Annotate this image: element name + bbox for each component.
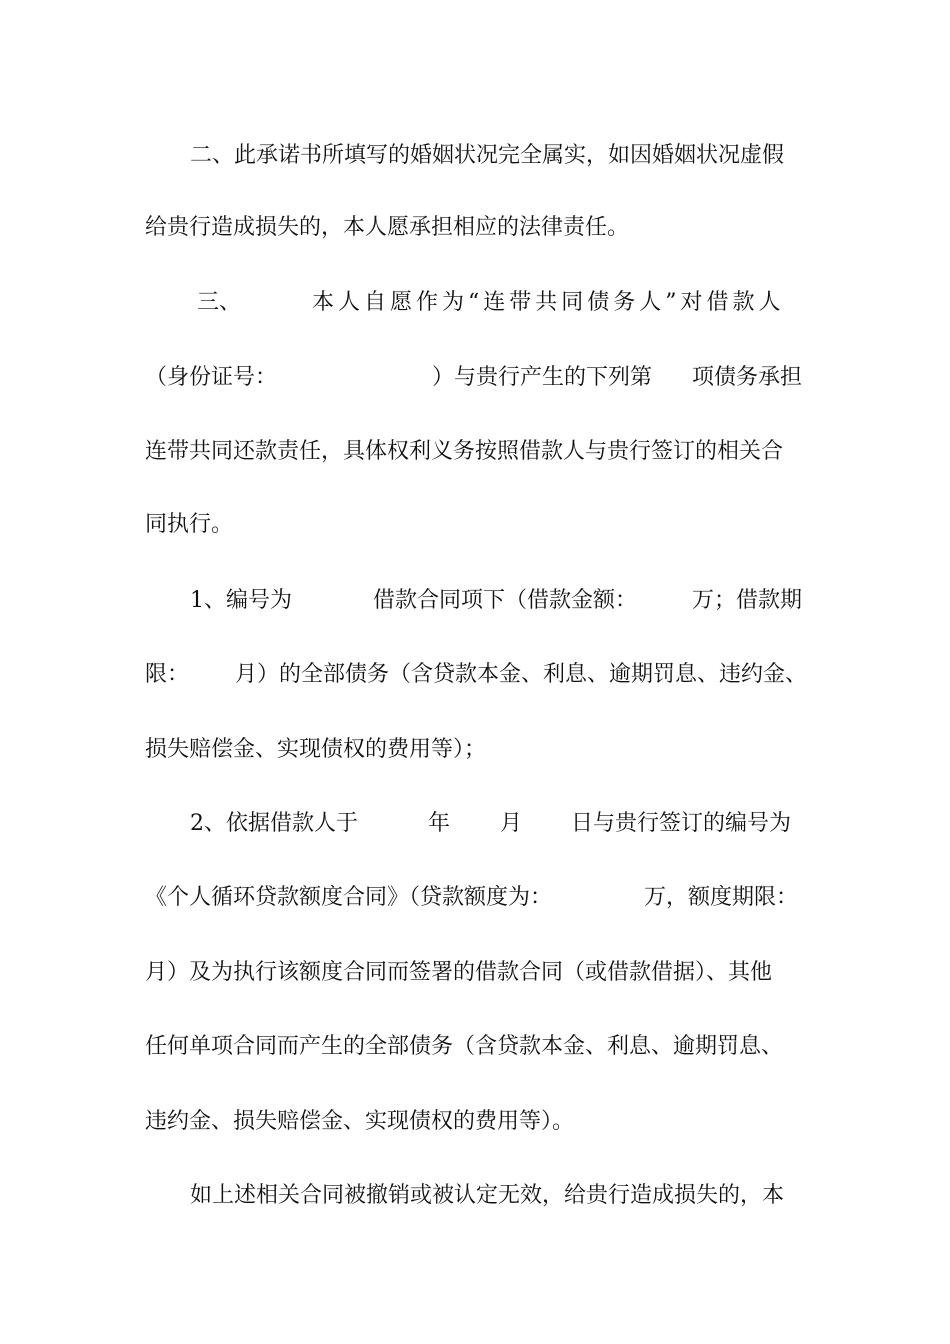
item-1-loan-term-label: 万；借款期 <box>692 588 803 613</box>
item-2-date-label: 2、依据借款人于 <box>190 811 358 836</box>
item-1-line-3: 损失赔偿金、实现债权的费用等）； <box>145 737 487 762</box>
item-1-loan-amount-label: 借款合同项下（借款金额： <box>373 588 638 613</box>
paragraph-3-line-1: 本人自愿作为“连带共同债务人”对借款人 <box>312 290 785 315</box>
item-2-line-5: 违约金、损失赔偿金、实现债权的费用等）。 <box>145 1109 575 1134</box>
final-paragraph-line-1: 如上述相关合同被撤销或被认定无效，给贵行造成损失的，本 <box>190 1183 785 1208</box>
paragraph-3-line-3: 连带共同还款责任，具体权利义务按照借款人与贵行签订的相关合 <box>145 439 784 464</box>
item-1-line-2: 月）的全部债务（含贷款本金、利息、逾期罚息、违约金、 <box>235 662 808 687</box>
paragraph-2-line-2: 给贵行造成损失的，本人愿承担相应的法律责任。 <box>145 215 630 240</box>
item-1-number-label: 1、编号为 <box>190 588 292 613</box>
item-2-limit-term-label: 万，额度期限： <box>644 885 799 910</box>
item-1-term-prefix: 限： <box>145 662 190 687</box>
paragraph-3-number: 三、 <box>197 290 242 315</box>
item-2-day-label: 日与贵行签订的编号为 <box>571 811 792 836</box>
item-2-month-label: 月 <box>500 811 523 836</box>
item-2-line-4: 任何单项合同而产生的全部债务（含贷款本金、利息、逾期罚息、 <box>145 1034 784 1059</box>
debt-obligation-text: 项债务承担 <box>692 365 803 390</box>
paragraph-2-line-1: 二、此承诺书所填写的婚姻状况完全属实，如因婚姻状况虚假 <box>190 143 785 168</box>
paragraph-3-line-4: 同执行。 <box>145 512 234 537</box>
id-number-label: （身份证号： <box>145 365 278 390</box>
item-2-line-3: 月）及为执行该额度合同而签署的借款合同（或借款借据）、其他 <box>145 960 773 985</box>
debt-item-text: ）与贵行产生的下列第 <box>432 365 653 390</box>
item-2-contract-label: 《个人循环贷款额度合同》（贷款额度为： <box>145 885 553 910</box>
item-2-year-label: 年 <box>428 811 451 836</box>
